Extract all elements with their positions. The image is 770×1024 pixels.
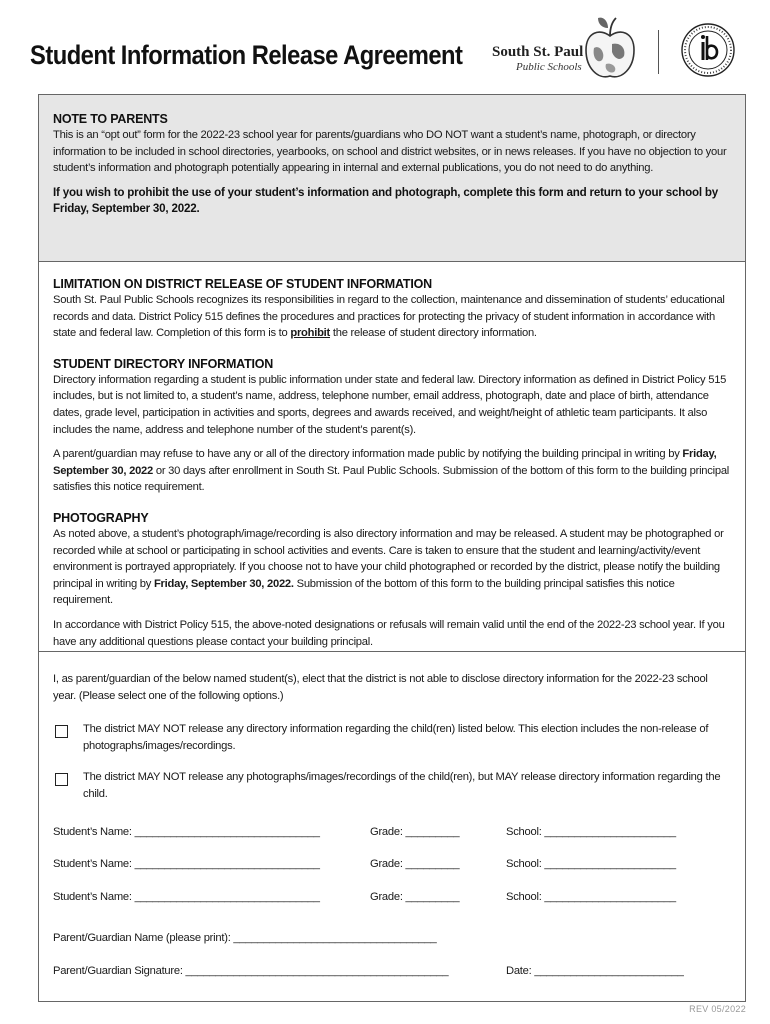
note-instruction: If you wish to prohibit the use of your student’s information and photograph, complete this form and return to your school by Friday, September 30, 2022. bbox=[53, 185, 719, 216]
logo-line-2: Public Schools bbox=[516, 61, 582, 73]
option-2-checkbox[interactable] bbox=[55, 773, 68, 786]
limitation-body: South St. Paul Public Schools recognizes its responsibilities in regard to the collection, maintenance and dissemination of students’ educational records and data. District Policy 515 defines the procedures and practices for protecting the privacy of student information in accordance with state and federal law. Completion of this form is to prohibit the release of student directory information. bbox=[53, 294, 725, 340]
grade-field-1[interactable]: Grade: _________ bbox=[370, 826, 460, 838]
apple-globe-icon bbox=[580, 14, 640, 86]
logo-line-1: South St. Paul bbox=[492, 44, 584, 60]
information-section bbox=[39, 262, 745, 652]
page-title: Student Information Release Agreement bbox=[30, 40, 463, 70]
page-header bbox=[0, 0, 770, 92]
school-field-1[interactable]: School: ______________________ bbox=[506, 826, 676, 838]
note-heading: NOTE TO PARENTS bbox=[53, 112, 168, 126]
grade-field-3[interactable]: Grade: _________ bbox=[370, 891, 460, 903]
option-1-checkbox[interactable] bbox=[55, 725, 68, 738]
photography-heading: PHOTOGRAPHY bbox=[53, 510, 149, 525]
school-field-3[interactable]: School: ______________________ bbox=[506, 891, 676, 903]
grade-field-2[interactable]: Grade: _________ bbox=[370, 858, 460, 870]
note-to-parents-section bbox=[39, 95, 745, 262]
directory-body: Directory information regarding a student is public information under state and federal law. Directory information as defined in District Policy 515 includes, but is not limited to, a student’s name, address, telephone number, email address, photograph, date and place of birth, attendance dates, grade level, participation in activities and sports, degrees and awards received, and weight/height of athletic team participants. It also includes the name, address and telephone number of the student’s parent(s). bbox=[53, 373, 727, 436]
election-intro-text: I, as parent/guardian of the below named student(s), elect that the district is not able to disclose directory information for the 2022-23 school year. (Please select one of the following options.) bbox=[53, 673, 708, 702]
note-body: This is an “opt out” form for the 2022-23 school year for parents/guardians who DO NOT want a student’s name, photograph, or directory information to be included in school directories, yearbooks, on school and district websites, or in news releases. If you have no objection to your student’s information and photograph potentially appearing in internal and external publications, you do not need to do anything. bbox=[53, 129, 727, 175]
limitation-heading: LIMITATION ON DISTRICT RELEASE OF STUDENT INFORMATION bbox=[53, 277, 432, 291]
ib-world-school-icon bbox=[680, 22, 736, 78]
school-field-2[interactable]: School: ______________________ bbox=[506, 858, 676, 870]
student-name-field-2[interactable]: Student’s Name: _______________________________ bbox=[53, 858, 320, 870]
guardian-name-field[interactable]: Parent/Guardian Name (please print): __________________________________ bbox=[53, 932, 437, 944]
option-no-photographs bbox=[53, 769, 731, 802]
form-frame bbox=[38, 94, 746, 1002]
student-name-field-1[interactable]: Student’s Name: _______________________________ bbox=[53, 826, 320, 838]
photography-policy: In accordance with District Policy 515, the above-noted designations or refusals will remain valid until the end of the 2022-23 school year. If you have any additional questions please contact your building principal. bbox=[53, 618, 725, 648]
guardian-signature-field[interactable]: Parent/Guardian Signature: ____________________________________________ bbox=[53, 965, 449, 977]
option-1-label: The district MAY NOT release any directory information regarding the child(ren) listed below. This election includes the non-release of photographs/images/recordings. bbox=[83, 723, 709, 752]
directory-heading: STUDENT DIRECTORY INFORMATION bbox=[53, 356, 274, 371]
option-no-directory-info bbox=[53, 721, 731, 754]
photography-body: As noted above, a student’s photograph/image/recording is also directory information and may be released. A student may be photographed or recorded while at school or participating in school activities and events. Care is taken to ensure that the student and learning/activity/event environment is portrayed appropriately. If you choose not to have your child photographed or recorded by the district, please notify the building principal in writing by Friday, September 30, 2022. Submission of the bottom of this form to the building principal satisfies this notice requirement. bbox=[53, 527, 724, 607]
student-name-field-3[interactable]: Student’s Name: _______________________________ bbox=[53, 891, 320, 903]
prohibit-emphasis: prohibit bbox=[290, 327, 330, 340]
revision-label: REV 05/2022 bbox=[689, 1004, 746, 1014]
option-2-label: The district MAY NOT release any photographs/images/recordings of the child(ren), but MAY release directory information regarding the child. bbox=[83, 771, 721, 800]
date-field[interactable]: Date: _________________________ bbox=[506, 965, 684, 977]
directory-refuse-text: A parent/guardian may refuse to have any or all of the directory information made public by notifying the building principal in writing by Friday, September 30, 2022 or 30 days after enrollment in South St. Paul Public Schools. Submission of the bottom of this form to the building principal satisfies this notice requirement. bbox=[53, 448, 730, 494]
header-divider bbox=[658, 30, 659, 74]
election-intro bbox=[53, 671, 731, 704]
